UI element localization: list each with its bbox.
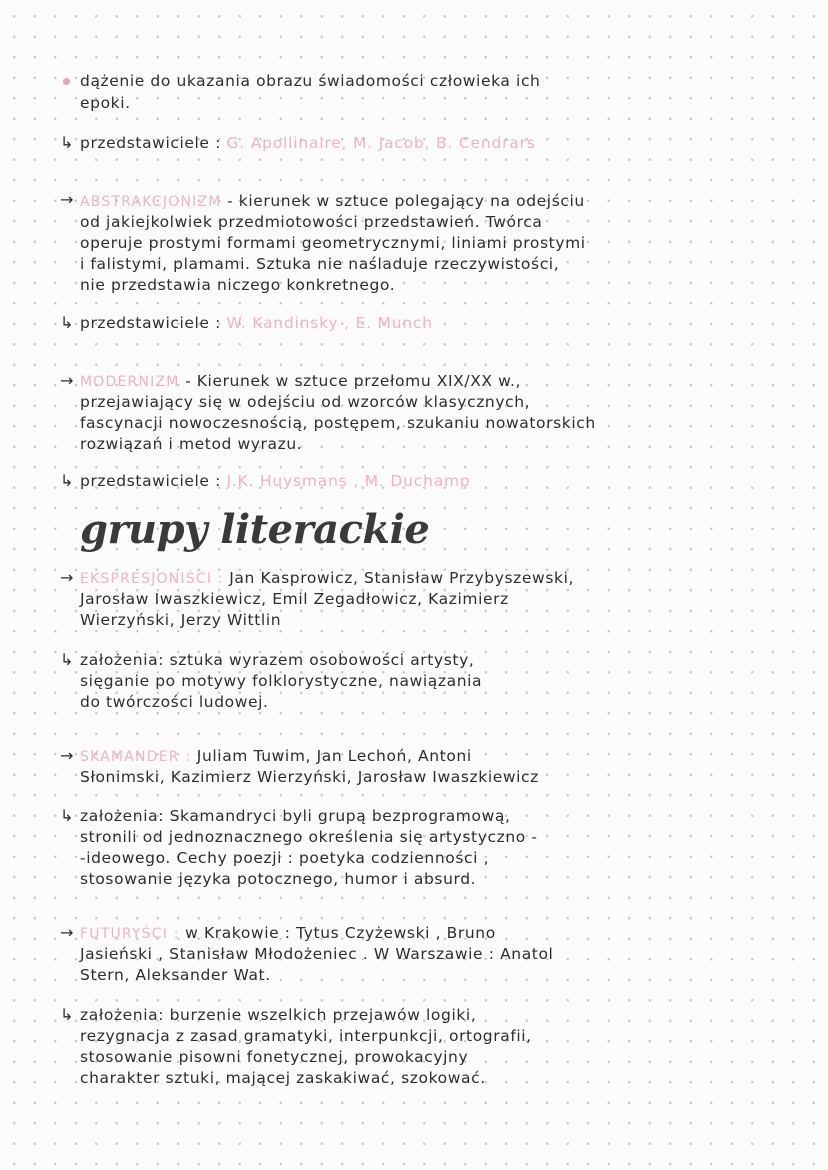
skamander-assumptions-3: -ideowego. Cechy poezji : poetyka codzienności ,: [80, 849, 490, 867]
arrow-icon: →: [60, 190, 74, 209]
skamander-assumptions-1: [80, 807, 511, 825]
abstrakcjonizm-line-3: operuje prostymi formami geometrycznymi, liniami prostymi: [80, 234, 586, 252]
ekspresjonisci-term: EKSPRESJONIŚCI :: [80, 571, 224, 587]
sub-arrow-icon: ↳: [60, 806, 74, 825]
intro-line-2: epoki.: [80, 94, 131, 112]
section-heading: grupy literackie: [80, 506, 430, 553]
representatives-1: [80, 134, 536, 152]
sub-arrow-icon: ↳: [60, 1005, 74, 1024]
futurysci-members: w Krakowie : Tytus Czyżewski , Bruno: [185, 924, 496, 942]
arrow-icon: →: [60, 568, 74, 587]
futurysci-assumptions-2: rezygnacja z zasad gramatyki, interpunkcji, ortografii,: [80, 1027, 532, 1045]
representatives-label: przedstawiciele :: [80, 472, 221, 490]
representatives-label: przedstawiciele :: [80, 134, 221, 152]
modernizm-line-2: przejawiający się w odejściu od wzorców klasycznych,: [80, 393, 531, 411]
futurysci-assumptions-4: charakter sztuki, mającej zaskakiwać, szokować.: [80, 1069, 486, 1087]
abstrakcjonizm-term: ABSTRAKCJONIZM: [80, 194, 222, 210]
futurysci-line-2: Jasieński , Stanisław Młodożeniec . W Warszawie : Anatol: [80, 945, 554, 963]
futurysci-term: FUTURYŚCI :: [80, 926, 180, 942]
representatives-names: G. Apollinaire, M. Jacob, B. Cendrars: [226, 134, 536, 152]
skamander-assumptions-4: stosowanie języka potocznego, humor i absurd.: [80, 870, 477, 888]
skamander-term: SKAMANDER :: [80, 749, 192, 765]
futurysci-assumptions-1: [80, 1006, 476, 1024]
modernizm-definition: - Kierunek w sztuce przełomu XIX/XX w.,: [185, 372, 522, 390]
abstrakcjonizm-definition: - kierunek w sztuce polegający na odejściu: [227, 192, 585, 210]
assumptions-text: Skamandryci byli grupą bezprogramową,: [169, 807, 511, 825]
abstrakcjonizm-line-2: od jakiejkolwiek przedmiotowości przedstawień. Twórca: [80, 213, 543, 231]
modernizm-line-4: rozwiązań i metod wyrazu.: [80, 435, 303, 453]
representatives-names: J.K. Huysmans , M. Duchamp: [226, 472, 471, 490]
ekspresjonisci-members: Jan Kasprowicz, Stanisław Przybyszewski,: [229, 569, 575, 587]
ekspresjonisci-line-2: Jarosław Iwaszkiewicz, Emil Zegadłowicz, Kazimierz: [80, 590, 509, 608]
representatives-label: przedstawiciele :: [80, 314, 221, 332]
skamander-line-1: [80, 747, 472, 765]
sub-arrow-icon: ↳: [60, 650, 74, 669]
futurysci-line-3: Stern, Aleksander Wat.: [80, 966, 271, 984]
modernizm-term: MODERNIZM: [80, 374, 180, 390]
abstrakcjonizm-line-5: nie przedstawia niczego konkretnego.: [80, 276, 396, 294]
arrow-icon: →: [60, 371, 74, 390]
futurysci-line-1: [80, 924, 496, 942]
arrow-icon: →: [60, 746, 74, 765]
ekspresjonisci-assumptions-1: [80, 651, 474, 669]
skamander-line-2: Słonimski, Kazimierz Wierzyński, Jarosław Iwaszkiewicz: [80, 768, 539, 786]
modernizm-line-1: [80, 372, 521, 390]
representatives-names: W. Kandinsky , E. Munch: [226, 314, 433, 332]
skamander-assumptions-2: stronili od jednoznacznego określenia się artystyczno -: [80, 828, 538, 846]
assumptions-label: założenia:: [80, 807, 165, 825]
abstrakcjonizm-line-4: i falistymi, plamami. Sztuka nie naśladuje rzeczywistości,: [80, 255, 560, 273]
abstrakcjonizm-line-1: [80, 192, 585, 210]
intro-line-1: dążenie do ukazania obrazu świadomości człowieka ich: [80, 72, 541, 90]
modernizm-line-3: fascynacji nowoczesnością, postępem, szukaniu nowatorskich: [80, 414, 596, 432]
ekspresjonisci-line-3: Wierzyński, Jerzy Wittlin: [80, 611, 282, 629]
sub-arrow-icon: ↳: [60, 133, 74, 152]
skamander-members: Juliam Tuwim, Jan Lechoń, Antoni: [196, 747, 472, 765]
assumptions-label: założenia:: [80, 1006, 165, 1024]
arrow-icon: →: [60, 923, 74, 942]
representatives-3: [80, 472, 471, 490]
assumptions-text: burzenie wszelkich przejawów logiki,: [169, 1006, 477, 1024]
sub-arrow-icon: ↳: [60, 313, 74, 332]
sub-arrow-icon: ↳: [60, 471, 74, 490]
assumptions-label: założenia:: [80, 651, 165, 669]
ekspresjonisci-assumptions-2: sięganie po motywy folklorystyczne, nawiązania: [80, 672, 483, 690]
representatives-2: [80, 314, 433, 332]
futurysci-assumptions-3: stosowanie pisowni fonetycznej, prowokacyjny: [80, 1048, 469, 1066]
ekspresjonisci-line-1: [80, 569, 574, 587]
assumptions-text: sztuka wyrazem osobowości artysty,: [169, 651, 475, 669]
bullet-dot-icon: [63, 78, 70, 85]
ekspresjonisci-assumptions-3: do twórczości ludowej.: [80, 693, 269, 711]
